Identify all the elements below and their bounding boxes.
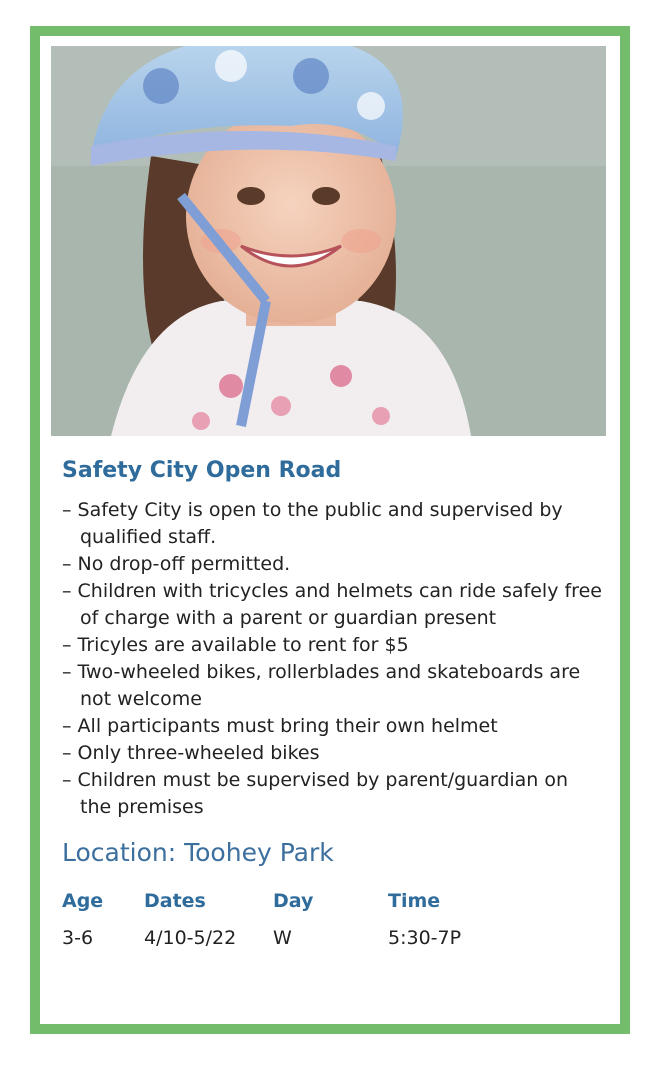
list-item: – Children must be supervised by parent/guardian on the premises	[62, 769, 569, 818]
rules-list	[62, 497, 602, 821]
location-text: Location: Toohey Park	[62, 838, 334, 867]
header-time: Time	[388, 890, 441, 912]
list-item: – No drop-off permitted.	[62, 553, 291, 575]
list-item: – Tricyles are available to rent for $5	[62, 634, 409, 656]
list-item: – Children with tricycles and helmets can ride safely free of charge with a parent or guardian present	[62, 580, 602, 629]
list-item: – All participants must bring their own helmet	[62, 715, 498, 737]
header-dates: Dates	[144, 890, 206, 912]
list-item: – Safety City is open to the public and supervised by qualified staff.	[62, 499, 563, 548]
value-age: 3-6	[62, 927, 94, 949]
value-time: 5:30-7P	[388, 927, 462, 949]
value-dates: 4/10-5/22	[144, 927, 237, 949]
child-with-bike-helmet-photo	[51, 46, 606, 436]
list-item: – Two-wheeled bikes, rollerblades and skateboards are not welcome	[62, 661, 581, 710]
program-title: Safety City Open Road	[62, 458, 342, 483]
value-day: W	[273, 927, 292, 949]
header-day: Day	[273, 890, 314, 912]
header-age: Age	[62, 890, 104, 912]
list-item: – Only three-wheeled bikes	[62, 742, 320, 764]
